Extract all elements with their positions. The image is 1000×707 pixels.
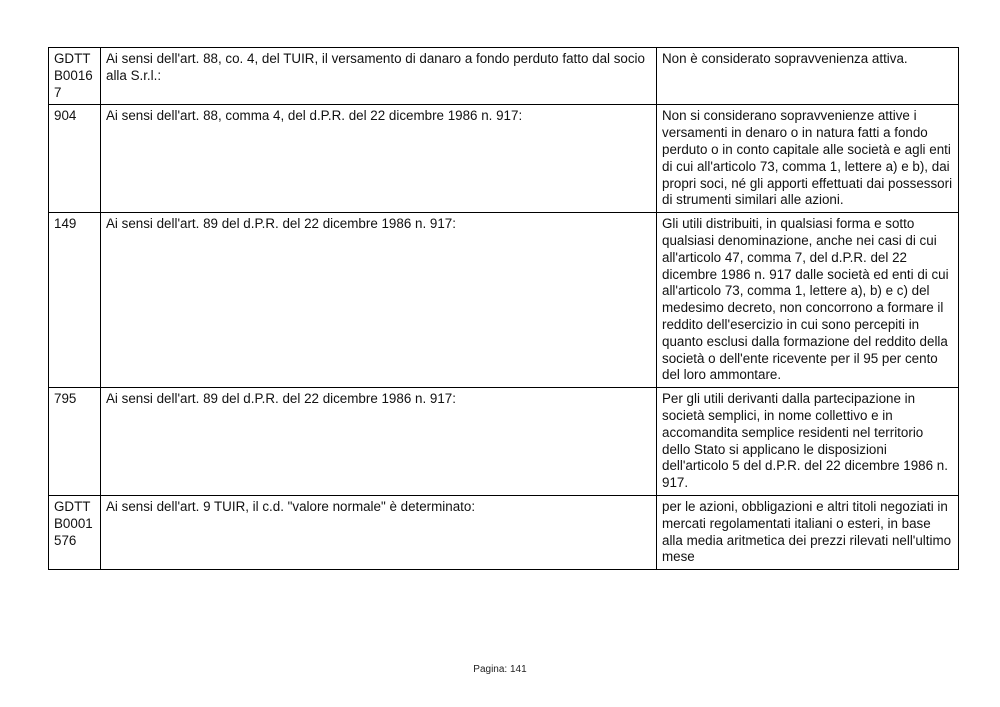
row-answer: Non si considerano sopravvenienze attive i versamenti in denaro o in natura fatti a fondo perduto o in conto capitale alle società e agli enti di cui all'articolo 73, comma 1, lettere a) e b), dai propri soci, né gli apporti effettuati dai possessori di strumenti similari alle azioni. — [657, 105, 959, 213]
table-row — [49, 48, 959, 105]
row-reference: Ai sensi dell'art. 89 del d.P.R. del 22 dicembre 1986 n. 917: — [101, 213, 657, 388]
table-row — [49, 388, 959, 496]
row-reference: Ai sensi dell'art. 88, co. 4, del TUIR, il versamento di danaro a fondo perduto fatto dal socio alla S.r.l.: — [101, 48, 657, 105]
table-row — [49, 495, 959, 569]
row-answer: per le azioni, obbligazioni e altri titoli negoziati in mercati regolamentati italiani o esteri, in base alla media aritmetica dei prezzi rilevati nell'ultimo mese — [657, 495, 959, 569]
row-code: GDTT B0001 576 — [49, 495, 101, 569]
row-answer: Per gli utili derivanti dalla partecipazione in società semplici, in nome collettivo e in accomandita semplice residenti nel territorio dello Stato si applicano le disposizioni dell'articolo 5 del d.P.R. del 22 dicembre 1986 n. 917. — [657, 388, 959, 496]
question-table — [48, 47, 959, 570]
page-number: Pagina: 141 — [473, 664, 527, 675]
row-code: 149 — [49, 213, 101, 388]
row-code: 795 — [49, 388, 101, 496]
row-reference: Ai sensi dell'art. 88, comma 4, del d.P.R. del 22 dicembre 1986 n. 917: — [101, 105, 657, 213]
row-answer: Gli utili distribuiti, in qualsiasi forma e sotto qualsiasi denominazione, anche nei casi di cui all'articolo 47, comma 7, del d.P.R. del 22 dicembre 1986 n. 917 dalle società ed enti di cui all'articolo 73, comma 1, lettere a), b) e c) del medesimo decreto, non concorrono a formare il reddito dell'esercizio in cui sono percepiti in quanto esclusi dalla formazione del reddito della società o dell'ente ricevente per il 95 per cento del loro ammontare. — [657, 213, 959, 388]
row-answer: Non è considerato sopravvenienza attiva. — [657, 48, 959, 105]
row-reference: Ai sensi dell'art. 89 del d.P.R. del 22 dicembre 1986 n. 917: — [101, 388, 657, 496]
table-row — [49, 105, 959, 213]
row-reference: Ai sensi dell'art. 9 TUIR, il c.d. "valore normale" è determinato: — [101, 495, 657, 569]
row-code: GDTT B0016 7 — [49, 48, 101, 105]
table-row — [49, 213, 959, 388]
row-code: 904 — [49, 105, 101, 213]
